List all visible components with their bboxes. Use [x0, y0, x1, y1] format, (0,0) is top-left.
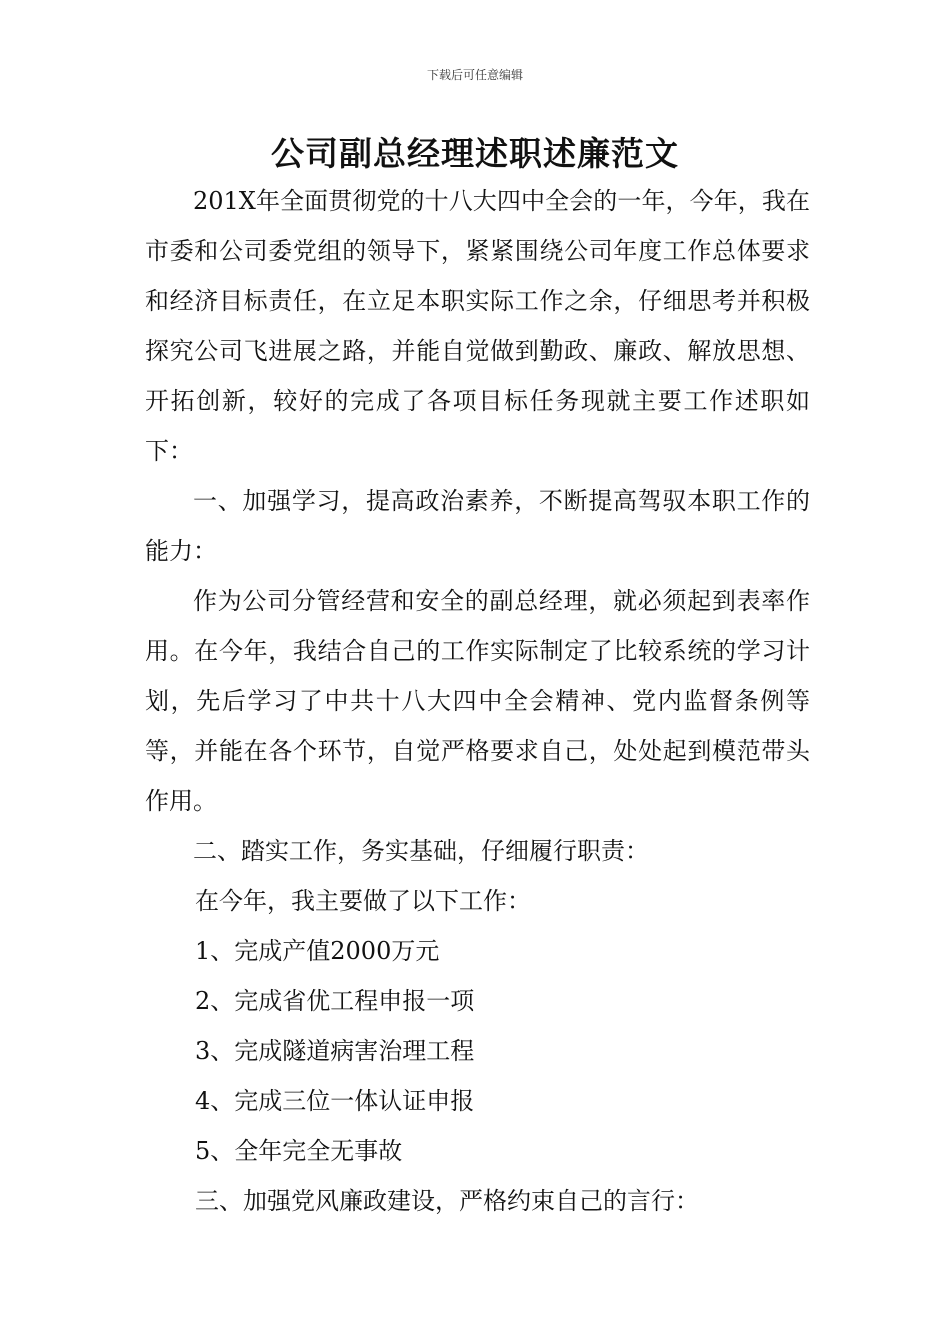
- section-heading-2: 二、踏实工作，务实基础，仔细履行职责：: [193, 837, 649, 865]
- list-item: 5、全年完全无事故: [195, 1137, 403, 1165]
- paragraph-intro: 201X年全面贯彻党的十八大四中全会的一年，今年，我在市委和公司委党组的领导下，紧紧围绕公司年度工作总体要求和经济目标责任，在立足本职实际工作之余，仔细思考并积极探究公司飞进展之路，并能自觉做到勤政、廉政、解放思想、开拓创新，较好的完成了各项目标任务现就主要工作述职如下：: [145, 187, 810, 465]
- list-item: 2、完成省优工程申报一项: [195, 987, 475, 1015]
- header-note: 下载后可任意编辑: [426, 68, 523, 82]
- paragraph-work-intro: 在今年，我主要做了以下工作：: [195, 887, 531, 915]
- document-body: [145, 176, 810, 1226]
- document-title: 公司副总经理述职述廉范文: [271, 134, 679, 173]
- list-item: 4、完成三位一体认证申报: [195, 1087, 475, 1115]
- section-heading-3: 三、加强党风廉政建设，严格约束自己的言行：: [195, 1187, 699, 1215]
- list-item: 3、完成隧道病害治理工程: [195, 1037, 475, 1065]
- list-item: 1、完成产值2000万元: [195, 937, 440, 965]
- section-heading-1: 一、加强学习，提高政治素养，不断提高驾驭本职工作的能力：: [145, 487, 810, 565]
- paragraph-study: 作为公司分管经营和安全的副总经理，就必须起到表率作用。在今年，我结合自己的工作实际制定了比较系统的学习计划，先后学习了中共十八大四中全会精神、党内监督条例等等，并能在各个环节，自觉严格要求自己，处处起到模范带头作用。: [145, 587, 810, 815]
